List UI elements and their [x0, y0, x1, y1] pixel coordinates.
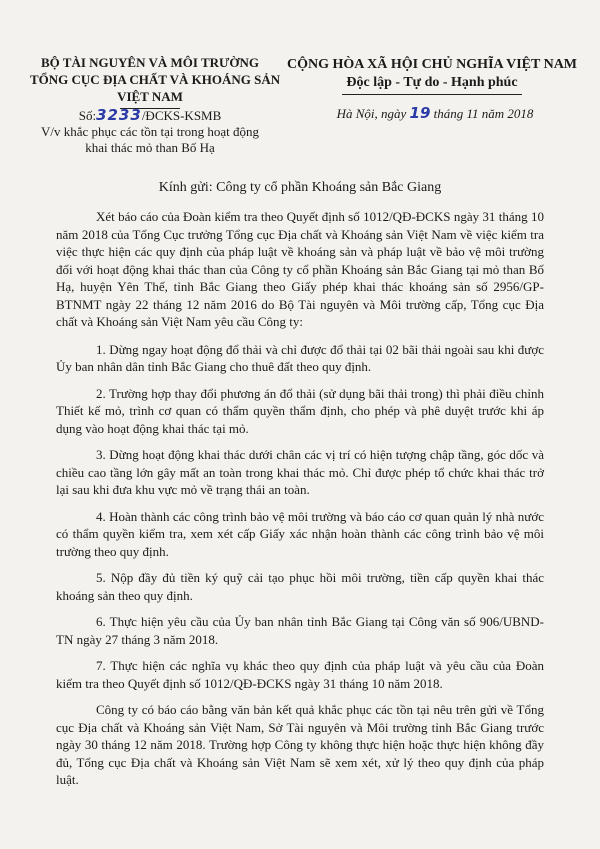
- document-number-suffix: /ĐCKS-KSMB: [141, 108, 222, 123]
- date-suffix: tháng 11 năm 2018: [430, 106, 534, 121]
- national-title-block: [287, 56, 577, 95]
- closing-paragraph: Công ty có báo cáo bằng văn bản kết quả khắc phục các tồn tại nêu trên gửi về Tổng cục Địa chất và Khoáng sản Việt Nam, Sở Tài nguyên và Môi trường tỉnh Bắc Giang trước ngày 30 tháng 12 năm 2018. Trường hợp Công ty không thực hiện hoặc thực hiện không đầy đủ, Tổng cục Địa chất và Khoáng sản Việt Nam sẽ xem xét, xử lý theo quy định của pháp luật.: [56, 702, 544, 787]
- requirement-item-4: 4. Hoàn thành các công trình bảo vệ môi trường và báo cáo cơ quan quản lý nhà nước có thẩm quyền kiểm tra, xem xét cấp Giấy xác nhận hoàn thành các công trình bảo vệ môi trường theo quy định.: [56, 508, 544, 559]
- requirement-item-1: 1. Dừng ngay hoạt động đổ thải và chỉ được đổ thải tại 02 bãi thải ngoài sau khi được Ủy ban nhân dân tỉnh Bắc Giang cho thuê đất theo quy định.: [56, 341, 544, 374]
- date-day-handwritten: 19: [409, 104, 431, 122]
- place-and-date: [320, 104, 550, 122]
- requirement-item-7: 7. Thực hiện các nghĩa vụ khác theo quy định của pháp luật và yêu cầu của Đoàn kiểm tra theo Quyết định số 1012/QĐ-ĐCKS ngày 31 tháng 10 năm 2018.: [56, 658, 544, 691]
- intro-paragraph: Xét báo cáo của Đoàn kiểm tra theo Quyết định số 1012/QĐ-ĐCKS ngày 31 tháng 10 năm 2018 của Tổng Cục trưởng Tổng cục Địa chất và Khoáng sản Việt Nam về việc kiểm tra việc thực hiện các quy định của pháp luật về khoáng sản và pháp luật về bảo vệ môi trường đối với hoạt động khai thác than của Công ty cổ phần Khoáng sản Bắc Giang tại mỏ than Bố Hạ, huyện Yên Thế, tỉnh Bắc Giang theo Giấy phép khai thác khoáng sản số 2956/GP-BTNMT ngày 22 tháng 12 năm 2016 do Bộ Tài nguyên và Môi trường cấp, Tổng cục Địa chất và Khoáng sản Việt Nam yêu cầu Công ty:: [56, 209, 544, 329]
- document-number-prefix: Số:: [78, 108, 97, 123]
- issuing-agency-block: [30, 54, 281, 109]
- recipient-line: Kính gửi: Công ty cổ phần Khoáng sản Bắc Giang: [158, 180, 442, 195]
- subject-line-2: khai thác mỏ than Bố Hạ: [85, 140, 215, 155]
- date-prefix: Hà Nội, ngày: [336, 106, 410, 121]
- department-name-line1: TỔNG CỤC ĐỊA CHẤT VÀ KHOÁNG SẢN: [30, 72, 281, 87]
- document-subject: [30, 124, 270, 156]
- requirement-item-5: 5. Nộp đầy đủ tiền ký quỹ cải tạo phục hồi môi trường, tiền cấp quyền khai thác khoáng sản theo quy định.: [56, 570, 544, 603]
- document-number: [30, 106, 270, 124]
- motto: Độc lập - Tự do - Hạnh phúc: [346, 75, 518, 90]
- ministry-name: BỘ TÀI NGUYÊN VÀ MÔI TRƯỜNG: [40, 55, 260, 70]
- subject-line-1: V/v khắc phục các tồn tại trong hoạt động: [40, 124, 260, 139]
- department-name-line2: VIỆT NAM: [117, 89, 183, 104]
- requirement-item-2: 2. Trường hợp thay đổi phương án đổ thải (sử dụng bãi thải trong) thì phải điều chỉnh Thiết kế mỏ, trình cơ quan có thẩm quyền thẩm định, cho phép và phê duyệt trước khi áp dụng vào hoạt động khai thác tại mỏ.: [56, 385, 544, 436]
- document-body: [56, 208, 544, 789]
- requirement-item-3: 3. Dừng hoạt động khai thác dưới chân các vị trí có hiện tượng chập tầng, góc dốc và chiều cao tầng lớn gây mất an toàn trong khai thác mỏ. Chỉ được phép tổ chức khai thác trở lại sau khi đưa khu vực mỏ về trạng thái an toàn.: [56, 447, 544, 497]
- document-number-handwritten: 3233: [96, 106, 142, 124]
- requirement-item-6: 6. Thực hiện yêu cầu của Ủy ban nhân tỉnh Bắc Giang tại Công văn số 906/UBND-TN ngày 27 tháng 3 năm 2018.: [56, 614, 544, 647]
- nation-title: CỘNG HÒA XÃ HỘI CHỦ NGHĨA VIỆT NAM: [287, 57, 578, 72]
- motto-underline: [342, 94, 522, 95]
